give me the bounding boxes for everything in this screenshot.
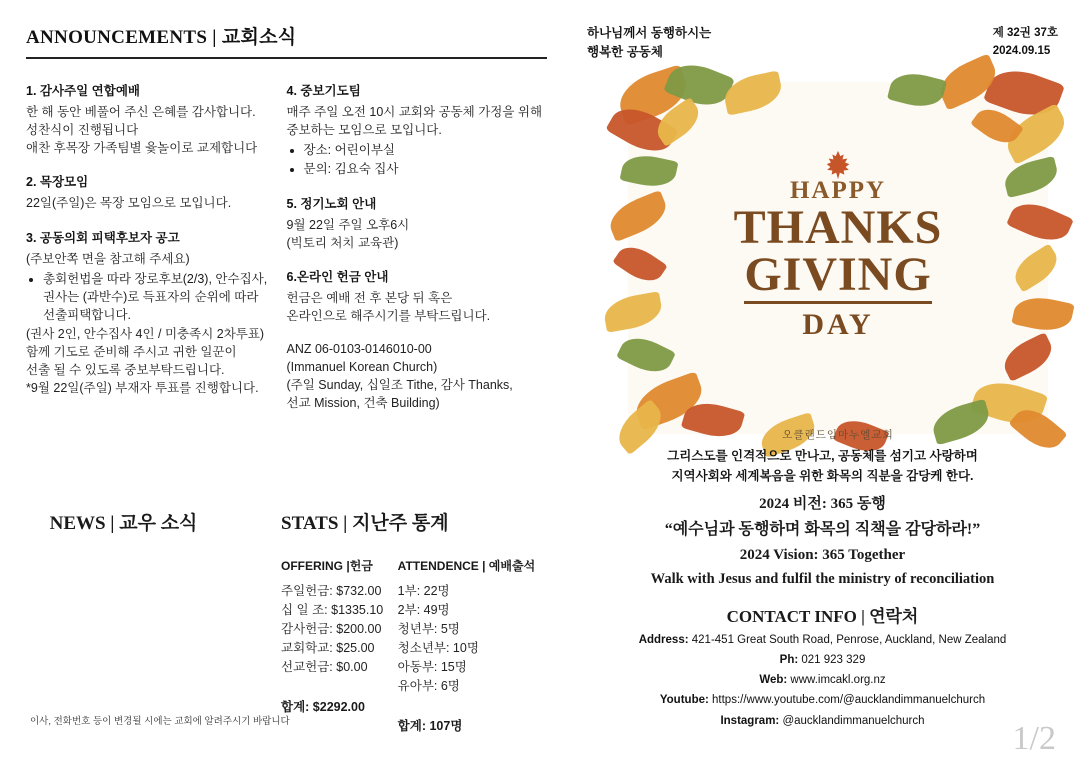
poster-happy: HAPPY	[789, 177, 887, 204]
mission-statement	[605, 446, 1040, 486]
bank-account-block	[287, 340, 548, 413]
attendance-row: 청소년부: 10명	[397, 641, 479, 655]
announcement-line: 9월 22일 주일 오후6시	[286, 217, 410, 232]
stats-title: STATS | 지난주 통계	[281, 513, 449, 534]
offering-total: 합계: $2292.00	[281, 700, 365, 714]
announcement-line: 선출 될 수 있도록 중보부탁드립니다.	[26, 363, 225, 378]
announcement-heading: 1. 감사주일 연합예배	[26, 84, 140, 98]
announcement-line: 함께 기도로 준비해 주시고 귀한 일꾼이	[26, 345, 237, 360]
contact-phone	[585, 650, 1060, 670]
mission-line-2: 지역사회와 세계복음을 위한 화목의 직분을 감당케 한다.	[671, 469, 974, 483]
announcement-line: 온라인으로 해주시기를 부탁드립니다.	[286, 308, 491, 323]
attendance-row: 2부: 49명	[397, 603, 450, 617]
news-title: NEWS | 교우 소식	[49, 513, 198, 534]
page-number: 1/2	[1012, 720, 1056, 757]
announcement-line: 한 해 동안 베풀어 주신 은혜를 감사합니다.	[26, 105, 256, 119]
vision-statement	[585, 492, 1060, 592]
contact-info-title: CONTACT INFO | 연락처	[726, 607, 919, 626]
bank-account-note: 선교 Mission, 건축 Building)	[286, 396, 440, 411]
announcement-item	[287, 194, 548, 252]
announcements-column-2	[287, 81, 548, 428]
announcement-heading: 5. 정기노회 안내	[286, 196, 377, 211]
offering-header: OFFERING |헌금	[281, 559, 373, 573]
poster-text-block	[628, 177, 1048, 342]
announcement-line: (주보안쪽 면을 참고해 주세요)	[26, 251, 190, 266]
contact-address	[585, 630, 1060, 650]
contact-youtube-value[interactable]: https://www.youtube.com/@aucklandimmanuelchurch	[708, 694, 986, 707]
contact-address-label: Address:	[638, 634, 689, 646]
contact-instagram[interactable]	[585, 711, 1060, 731]
vision-kr-title: 2024 비전: 365 동행	[759, 496, 886, 512]
offering-row: 교회학교: $25.00	[281, 641, 375, 655]
announcement-line: *9월 22일(주일) 부재자 투표를 진행합니다.	[26, 381, 259, 396]
masthead-line-1: 하나님께서 동행하시는	[587, 26, 712, 40]
announcements-columns	[26, 81, 547, 428]
offering-list	[281, 582, 398, 734]
contact-instagram-label: Instagram:	[720, 714, 780, 727]
contact-web[interactable]	[585, 670, 1060, 690]
contact-youtube[interactable]	[585, 690, 1060, 710]
announcement-heading: 6.온라인 헌금 안내	[286, 269, 389, 284]
bank-account-number: ANZ 06-0103-0146010-00	[286, 342, 432, 356]
announcement-line: (권사 2인, 안수집사 4인 / 미충족시 2차투표)	[26, 327, 265, 341]
attendance-header: ATTENDENCE | 예배출석	[397, 559, 536, 573]
announcement-line: 22일(주일)은 목장 모임으로 모입니다.	[26, 196, 232, 211]
announcement-heading: 2. 목장모임	[26, 175, 89, 190]
news-section	[26, 508, 281, 734]
announcement-item	[26, 228, 271, 398]
news-note: 이사, 전화번호 등이 변경될 시에는 교회에 알려주시기 바랍니다	[30, 716, 290, 727]
contact-phone-value: 021 923 329	[798, 654, 866, 667]
announcement-bullets	[287, 141, 548, 178]
poster-thanks: THANKS	[733, 201, 943, 254]
announcement-item	[26, 81, 271, 157]
announcements-title: ANNOUNCEMENTS | 교회소식	[26, 27, 297, 48]
announcement-line: 매주 주일 오전 10시 교회와 공동체 가정을 위해	[286, 105, 543, 119]
attendance-row: 청년부: 5명	[397, 622, 460, 636]
vision-en-title: 2024 Vision: 365 Together	[739, 547, 906, 564]
attendance-row: 유아부: 6명	[397, 679, 460, 693]
stats-headers	[281, 557, 546, 574]
contact-youtube-label: Youtube:	[659, 694, 709, 707]
attendance-row: 아동부: 15명	[397, 660, 467, 674]
vision-en-quote: Walk with Jesus and fulfil the ministry of reconciliation	[650, 570, 995, 587]
announcement-item	[287, 81, 548, 179]
contact-instagram-value[interactable]: @aucklandimmanuelchurch	[779, 714, 925, 727]
bank-account-name: (Immanuel Korean Church)	[286, 360, 438, 375]
offering-row: 주일헌금: $732.00	[281, 584, 382, 598]
contact-phone-label: Ph:	[779, 654, 799, 667]
attendance-total: 합계: 107명	[397, 719, 463, 733]
offering-row: 감사헌금: $200.00	[281, 622, 382, 636]
announcements-column-1	[26, 81, 287, 428]
contact-web-value[interactable]: www.imcakl.org.nz	[787, 674, 886, 687]
poster-church-name: 오클랜드임마누엘교회	[782, 429, 894, 441]
announcement-line: 애찬 후목장 가족팀별 윷놀이로 교제합니다	[26, 141, 258, 156]
masthead	[587, 24, 711, 63]
announcement-line: (빅토리 처치 교육관)	[286, 235, 399, 250]
announcement-item	[26, 172, 271, 212]
announcement-heading: 3. 공동의회 피택후보자 공고	[26, 230, 180, 245]
news-stats-block	[26, 508, 546, 734]
announcement-bullet: • 문의: 김요숙 집사	[304, 160, 548, 178]
right-column	[565, 0, 1080, 766]
announcements-header	[26, 22, 547, 59]
poster-background	[628, 82, 1048, 441]
bank-account-note: (주일 Sunday, 십일조 Tithe, 감사 Thanks,	[286, 378, 513, 393]
issue-volume: 제 32권 37호	[992, 27, 1058, 39]
announcement-heading: 4. 중보기도팀	[286, 84, 361, 98]
offering-row: 십 일 조: $1335.10	[281, 603, 384, 617]
contact-web-label: Web:	[759, 674, 788, 687]
announcement-line: 헌금은 예배 전 후 본당 뒤 혹은	[286, 290, 453, 305]
contact-info-list	[585, 630, 1060, 731]
announcement-bullets	[26, 270, 271, 324]
offering-row: 선교헌금: $0.00	[281, 660, 368, 674]
issue-date: 2024.09.15	[992, 45, 1051, 58]
announcement-item	[287, 267, 548, 325]
issue-info	[993, 24, 1058, 61]
stats-body	[281, 582, 546, 734]
attendance-row: 1부: 22명	[397, 584, 450, 598]
announcement-bullet: • 장소: 어린이부실	[304, 141, 548, 159]
mission-line-1: 그리스도를 인격적으로 만나고, 공동체를 섬기고 사랑하며	[667, 449, 978, 463]
contact-address-value: 421-451 Great South Road, Penrose, Auckland, New Zealand	[688, 634, 1007, 646]
attendance-list	[398, 582, 546, 734]
announcement-bullet: • 총회헌법을 따라 장로후보(2/3), 안수집사, 권사는 (과반수)로 득표자의 순위에 따라 선출피택합니다.	[43, 270, 271, 324]
stats-section	[281, 508, 546, 734]
announcement-line: 중보하는 모임으로 모입니다.	[286, 123, 442, 138]
announcements-divider	[26, 57, 547, 59]
masthead-line-2: 행복한 공동체	[587, 45, 663, 60]
announcement-line: 성찬식이 진행됩니다	[26, 123, 139, 138]
vision-kr-quote: “예수님과 동행하며 화목의 직책을 감당하라!”	[664, 520, 981, 538]
poster-giving: GIVING	[744, 251, 931, 304]
thanksgiving-poster	[628, 82, 1048, 441]
poster-day: DAY	[802, 308, 874, 342]
